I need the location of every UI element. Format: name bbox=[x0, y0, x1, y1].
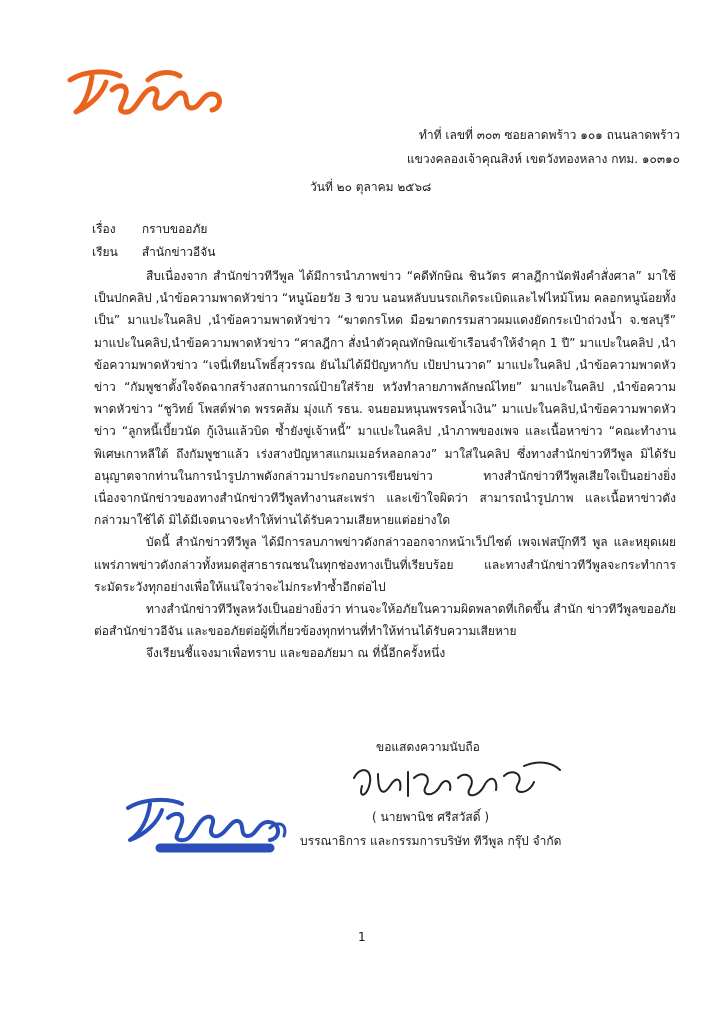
subject-label: เรื่อง bbox=[92, 222, 116, 236]
letter-body bbox=[94, 265, 676, 665]
recipient-line bbox=[92, 243, 215, 262]
recipient-text: สำนักข่าวอีจัน bbox=[141, 245, 216, 259]
sender-address-line1: ทำที่ เลขที่ ๓๐๓ ซอยลาดพร้าว ๑๐๑ ถนนลาดพร้าว bbox=[419, 128, 680, 142]
letter-date: วันที่ ๒๐ ตุลาคม ๒๕๖๘ bbox=[310, 180, 432, 194]
body-paragraph-1: สืบเนื่องจาก สำนักข่าวทีวีพูล ได้มีการนำภาพข่าว “คดีทักษิณ ชินวัตร ศาลฎีกานัดฟังคำสั่งศาล” มาใช้เป็นปกคลิป ,นำข้อความพาดหัวข่าว “หนูน้อยวัย 3 ขวบ นอนหลับบนรถเกิดระเบิดและไฟไหม้โหม คลอกหนูน้อยทั้งเป็น” มาแปะในคลิป ,นำข้อความพาดหัวข่าว “ฆาตกรโหด มือฆาตกรรมสาวผมแดงยัดกระเป๋าถ่วงน้ำ จ.ชลบุรี” มาแปะในคลิป,นำข้อความพาดหัวข่าว “ศาลฎีกา สั่งนำตัวคุณทักษิณเข้าเรือนจำให้จำคุก 1 ปี” มาแปะในคลิป ,นำข้อความพาดหัวข่าว “เจนี่เทียนโพธิ์สุวรรณ ยันไม่ได้มีปัญหากับ เป้ยปานวาด” มาแปะในคลิป ,นำข้อความพาดหัวข่าว “กัมพูชาตั้งใจจัดฉากสร้างสถานการณ์ป้ายใส่ร้าย หวังทำลายภาพลักษณ์ไทย” มาแปะในคลิป ,นำข้อความพาดหัวข่าว “ชูวิทย์ โพสต์ฟาด พรรคส้ม มุ่งแก้ รธน. จนยอมหนุนพรรคน้ำเงิน” มาแปะในคลิป,นำข้อความพาดหัวข่าว “ลูกหนี้เบี้ยวนัด กู้เงินแล้วบิด ซ้ำยังขู่เจ้าหนี้” มาแปะในคลิป ,นำภาพของเพจ และเนื้อหาข่าว “คณะทำงานพิเศษเกาหลีใต้ ถึงกัมพูชาแล้ว เร่งสางปัญหาสแกมเมอร์หลอกลวง” มาใส่ในคลิป ซึ่งทางสำนักข่าวทีวีพูล มิได้รับอนุญาตจากท่านในการนำรูปภาพดังกล่าวมาประกอบการเขียนข่าว ทางสำนักข่าวทีวีพูลเสียใจเป็นอย่างยิ่ง เนื่องจากนักข่าวของทางสำนักข่าวทีวีพูลทำงานสะเพร่า และเข้าใจผิดว่า สามารถนำรูปภาพ และเนื้อหาข่าวดังกล่าวมาใช้ได้ มิได้มีเจตนาจะทำให้ท่านได้รับความเสียหายแต่อย่างใด bbox=[94, 269, 676, 528]
recipient-label: เรียน bbox=[92, 245, 118, 259]
body-paragraph-3: ทางสำนักข่าวทีวีพูลหวังเป็นอย่างยิ่งว่า ท่านจะให้อภัยในความผิดพลาดที่เกิดขึ้น สำนัก ข่าวทีวีพูลขออภัยต่อสำนักข่าวอีจัน และขออภัยต่อผู้ที่เกี่ยวข้องทุกท่านที่ทำให้ท่านได้รับความเสียหาย bbox=[94, 602, 676, 639]
signatory-title: บรรณาธิการ และกรรมการบริษัท ทีวีพูล กรุ๊ป จำกัด bbox=[300, 834, 562, 848]
subject-line bbox=[92, 220, 207, 239]
body-paragraph-4: จึงเรียนชี้แจงมาเพื่อทราบ และขออภัยมา ณ ที่นี้อีกครั้งหนึ่ง bbox=[146, 646, 446, 661]
signatory-name: ( นายพานิช ศรีสวัสดิ์ ) bbox=[372, 810, 490, 824]
closing-salutation: ขอแสดงความนับถือ bbox=[376, 740, 480, 754]
page-number: 1 bbox=[358, 930, 366, 944]
subject-text: กราบขออภัย bbox=[141, 222, 208, 236]
body-paragraph-2: บัดนี้ สำนักข่าวทีวีพูล ได้มีการลบภาพข่าวดังกล่าวออกจากหน้าเว็ปไซต์ เพจเฟสบุ๊กทีวี พูล และหยุดเผยแพร่ภาพข่าวดังกล่าวทั้งหมดสู่สาธารณชนในทุกช่องทางเป็นที่เรียบร้อย และทางสำนักข่าวทีวีพูลจะกระทำการระมัดระวังทุกอย่างเพื่อให้แน่ใจว่าจะไม่กระทำซ้ำอีกต่อไป bbox=[94, 535, 676, 594]
sender-address-line2: แขวงคลองเจ้าคุณสิงห์ เขตวังทองหลาง กทม. ๑๐๓๑๐ bbox=[406, 152, 680, 166]
company-seal-stamp bbox=[120, 790, 295, 860]
handwritten-signature bbox=[348, 756, 568, 806]
tvpool-logo bbox=[62, 60, 230, 120]
